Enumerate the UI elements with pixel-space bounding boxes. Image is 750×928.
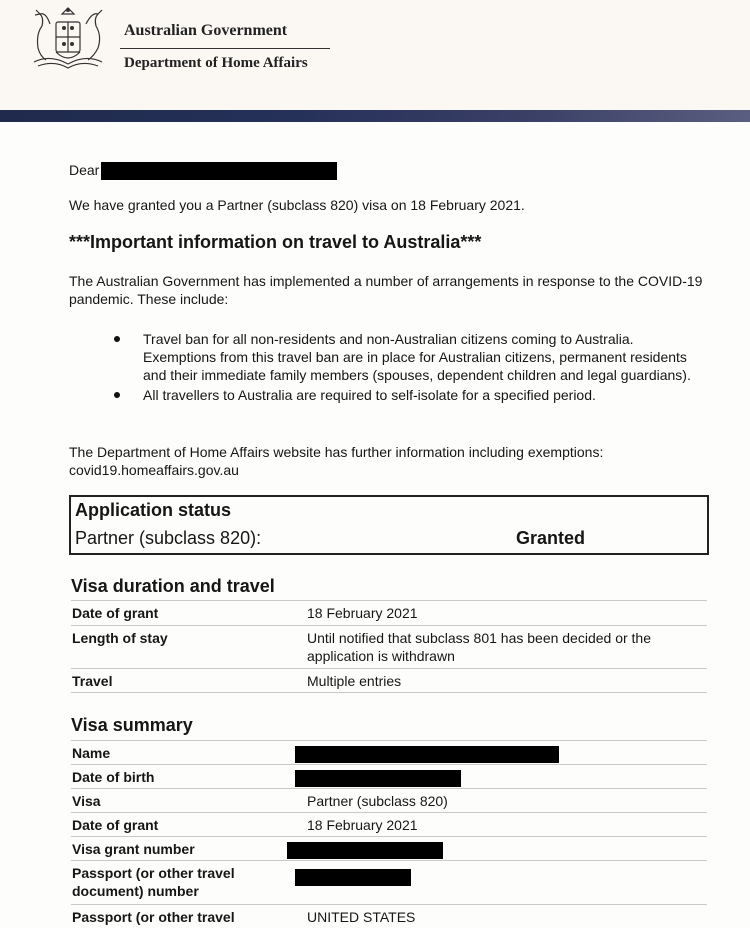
table-row [71, 836, 707, 860]
list-item: All travellers to Australia are required to self-isolate for a specified period. [109, 386, 709, 404]
salutation [69, 161, 337, 180]
important-heading: ***Important information on travel to Australia*** [69, 232, 482, 252]
row-label: Length of stay [72, 630, 168, 646]
redacted-value [295, 746, 559, 763]
row-value [307, 840, 707, 859]
table-row [71, 788, 707, 812]
application-status-box [69, 495, 709, 555]
department-name: Department of Home Affairs [124, 55, 308, 71]
visa-duration-table [71, 600, 707, 693]
row-value [307, 744, 707, 763]
list-item: Travel ban for all non-residents and non-Australian citizens coming to Australia. Exemptions from this travel ban are in place for Australian citizens, permanent residents and their immediate family members (spouses, dependent children and legal guardians). [109, 330, 709, 384]
row-value: 18 February 2021 [307, 605, 418, 621]
table-row [71, 812, 707, 836]
application-status-value: Granted [516, 528, 586, 548]
application-status-label: Partner (subclass 820): [75, 528, 262, 548]
visa-summary-title: Visa summary [71, 715, 193, 735]
visa-duration-title: Visa duration and travel [71, 576, 275, 596]
row-label: Name [72, 745, 111, 761]
redacted-value [287, 842, 443, 859]
row-label: Passport (or other travel document) number [72, 865, 235, 899]
intro-paragraph: The Australian Government has implemented a number of arrangements in response to the COVID-19 pandemic. These include: [69, 273, 703, 307]
coat-of-arms-icon [20, 4, 116, 74]
table-row [71, 668, 707, 693]
row-value: Multiple entries [307, 673, 402, 689]
row-label: Visa [72, 793, 101, 809]
row-label: Visa grant number [72, 841, 195, 857]
website-link[interactable]: covid19.homeaffairs.gov.au [69, 462, 239, 478]
application-status-title: Application status [75, 500, 232, 520]
row-value: Partner (subclass 820) [307, 793, 448, 809]
website-paragraph [69, 443, 709, 479]
row-label: Travel [72, 673, 113, 689]
row-label: Date of grant [72, 817, 159, 833]
visa-summary-table [71, 740, 707, 928]
table-row [71, 600, 707, 625]
row-label: Passport (or other travel [72, 909, 235, 925]
website-text: The Department of Home Affairs website has further information including exemptions: [69, 444, 604, 460]
government-name: Australian Government [124, 22, 288, 39]
header-divider [120, 48, 330, 49]
table-row [71, 860, 707, 904]
header-band [0, 110, 750, 122]
row-value [307, 768, 707, 787]
redacted-value [295, 869, 411, 886]
table-row [71, 764, 707, 788]
table-row [71, 904, 707, 928]
row-value [307, 867, 707, 886]
redacted-value [295, 770, 461, 787]
letterhead [0, 0, 750, 110]
row-value: 18 February 2021 [307, 817, 418, 833]
row-value: Until notified that subclass 801 has been decided or the application is withdrawn [307, 630, 652, 664]
grant-statement: We have granted you a Partner (subclass 820) visa on 18 February 2021. [69, 197, 525, 213]
row-value: UNITED STATES [307, 909, 416, 925]
table-row [71, 625, 707, 668]
table-row [71, 740, 707, 764]
row-label: Date of grant [72, 605, 159, 621]
salutation-text: Dear [69, 162, 100, 178]
travel-arrangements-list [109, 330, 709, 406]
redacted-name [101, 162, 337, 180]
row-label: Date of birth [72, 769, 155, 785]
